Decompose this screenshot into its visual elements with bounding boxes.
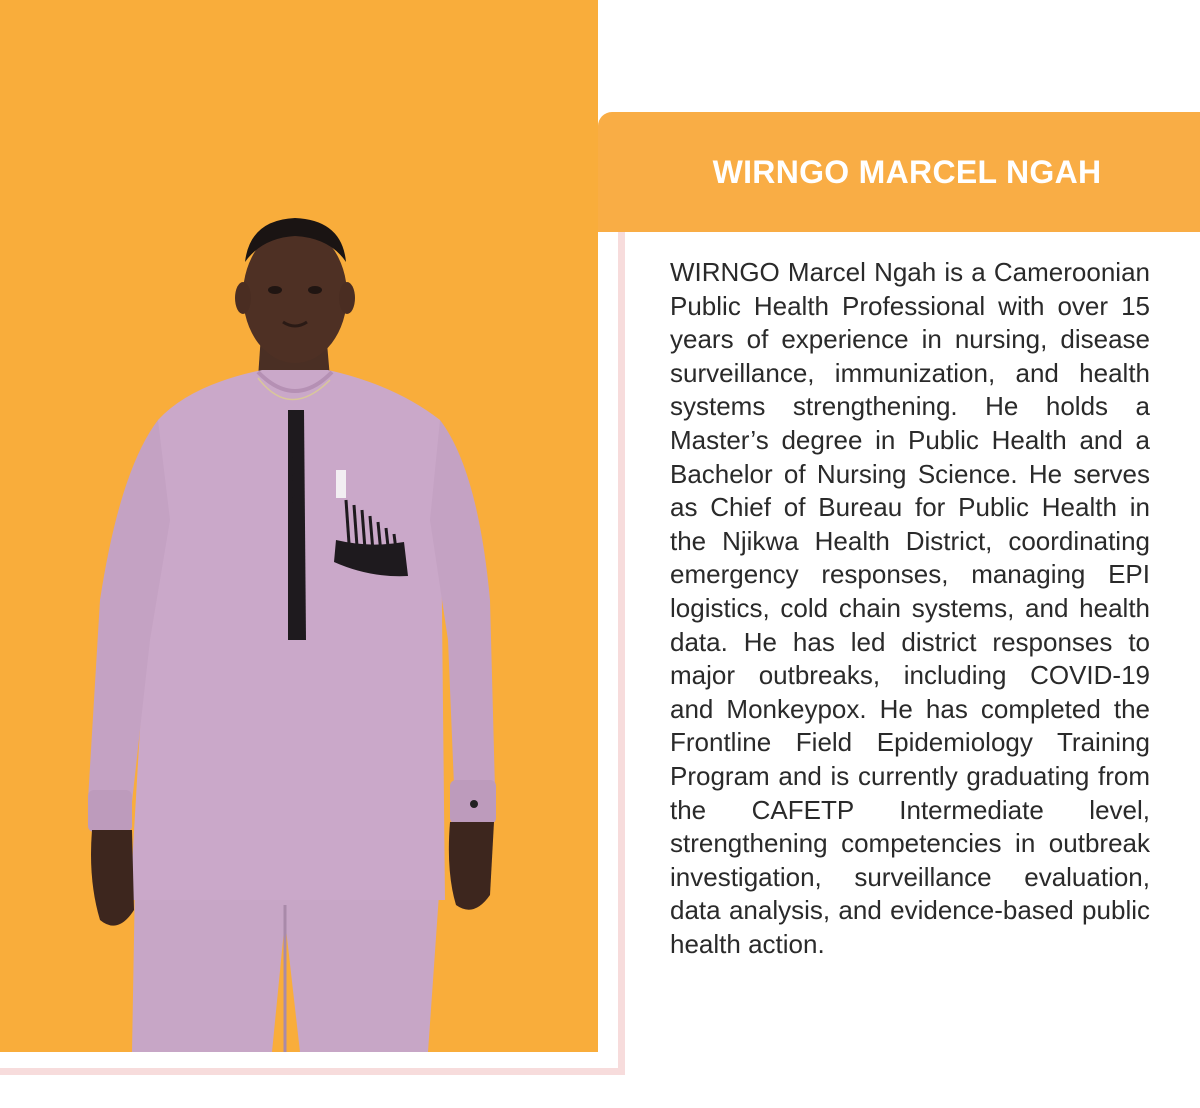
portrait-photo <box>0 0 598 1052</box>
button <box>292 473 302 483</box>
cuff-button <box>470 800 478 808</box>
name-banner <box>598 112 1200 232</box>
left-ear <box>235 282 251 314</box>
portrait-photo-panel <box>0 0 598 1052</box>
tunic <box>130 370 445 900</box>
button <box>292 495 302 505</box>
left-eye <box>268 286 282 294</box>
biography-text: WIRNGO Marcel Ngah is a Cameroonian Public Health Professional with over 15 years of experience in nursing, disease surveillance, immunization, and health systems strengthening. He holds a Master’s degree in Public Health and a Bachelor of Nursing Science. He serves as Chief of Bureau for Public Health in the Njikwa Health District, coordinating emergency responses, managing EPI logistics, cold chain systems, and health data. He has led district responses to major outbreaks, including COVID-19 and Monkeypox. He has completed the Frontline Field Epidemiology Training Program and is currently graduating from the CAFETP Intermediate level, strengthening competencies in outbreak investigation, surveillance evaluation, data analysis, and evidence-based public health action. <box>670 257 1150 959</box>
right-hand <box>449 822 494 910</box>
person-name: WIRNGO MARCEL NGAH <box>712 153 1102 190</box>
decorative-frame-right <box>618 232 625 1074</box>
decorative-frame-bottom <box>0 1068 625 1075</box>
button <box>292 450 302 460</box>
placket <box>288 410 306 640</box>
left-hand <box>91 830 134 926</box>
right-ear <box>339 282 355 314</box>
left-cuff <box>88 790 132 832</box>
pen <box>336 470 346 498</box>
right-eye <box>308 286 322 294</box>
